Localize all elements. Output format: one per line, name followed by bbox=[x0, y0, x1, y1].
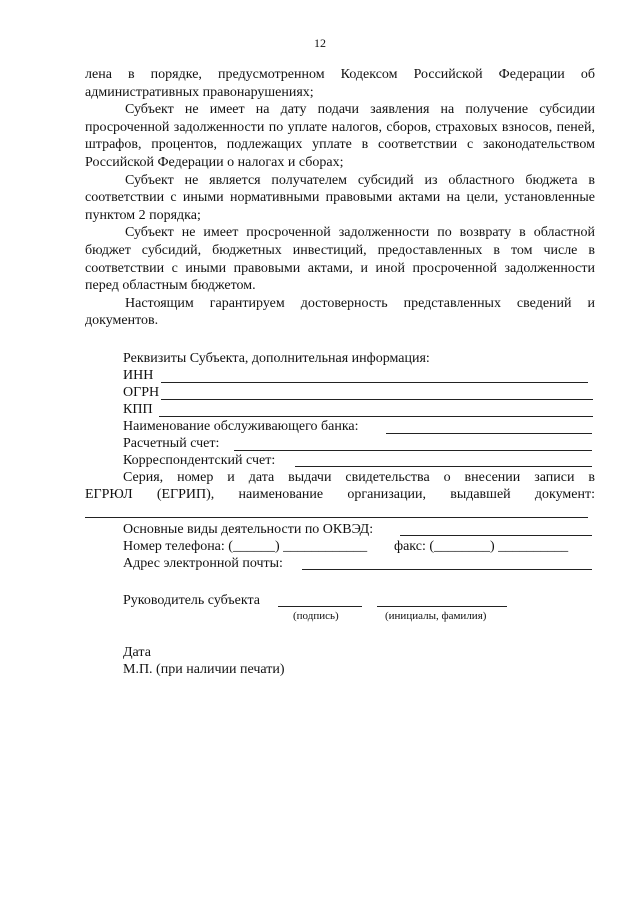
bank-label: Наименование обслуживающего банка: bbox=[123, 419, 359, 434]
paragraph-no-tax-debt: Субъект не имеет на дату подачи заявления на получение субсидии просроченной задолженности по уплате налогов, сборов, страховых взносов, пеней, штрафов, процентов, подлежащих уплате в соответствии с законодательством Российской Федерации о налогах и сборах; bbox=[85, 102, 595, 170]
name-caption: (инициалы, фамилия) bbox=[385, 610, 487, 622]
account-field[interactable] bbox=[234, 450, 592, 451]
bank-field[interactable] bbox=[386, 433, 592, 434]
paragraph-continuation: лена в порядке, предусмотренном Кодексом Российской Федерации об административных правонарушениях; bbox=[85, 67, 595, 100]
account-label: Расчетный счет: bbox=[123, 436, 220, 451]
egrul-label-line2: ЕГРЮЛ (ЕГРИП), наименование организации, выдавшей документ: bbox=[85, 487, 595, 502]
signature-field[interactable] bbox=[278, 606, 362, 607]
date-label: Дата bbox=[123, 645, 151, 660]
corr-account-label: Корреспондентский счет: bbox=[123, 453, 276, 468]
requisites-heading: Реквизиты Субъекта, дополнительная информация: bbox=[123, 351, 430, 366]
head-of-subject-label: Руководитель субъекта bbox=[123, 593, 260, 608]
page-number: 12 bbox=[314, 36, 326, 50]
ogrn-label: ОГРН bbox=[123, 385, 160, 400]
okved-field[interactable] bbox=[400, 535, 592, 536]
fax-label[interactable]: факс: (________) __________ bbox=[394, 539, 569, 554]
phone-label[interactable]: Номер телефона: (______) ____________ bbox=[123, 539, 368, 554]
egrul-field[interactable] bbox=[85, 517, 588, 518]
paragraph-not-subsidy-recipient: Субъект не является получателем субсидий из областного бюджета в соответствии с иными нормативными правовыми актами на цели, установленные пунктом 2 порядка; bbox=[85, 172, 595, 223]
paragraph-no-budget-debt: Субъект не имеет просроченной задолженности по возврату в областной бюджет субсидий, бюджетных инвестиций, предоставленных в том числе в соответствии с иными правовыми актами, и иной просроченной задолженности перед областным бюджетом. bbox=[85, 225, 595, 294]
egrul-label-line1: Серия, номер и дата выдачи свидетельства о внесении записи в bbox=[123, 470, 595, 485]
email-field[interactable] bbox=[302, 569, 592, 570]
name-field[interactable] bbox=[377, 606, 507, 607]
inn-field[interactable] bbox=[161, 382, 588, 383]
paragraph-guarantee: Настоящим гарантируем достоверность представленных сведений и документов. bbox=[85, 295, 595, 329]
corr-account-field[interactable] bbox=[295, 466, 592, 467]
kpp-label: КПП bbox=[123, 402, 153, 417]
inn-label: ИНН bbox=[123, 368, 154, 383]
signature-caption: (подпись) bbox=[293, 610, 339, 622]
email-label: Адрес электронной почты: bbox=[123, 556, 283, 571]
body-text bbox=[85, 66, 595, 330]
ogrn-field[interactable] bbox=[161, 399, 593, 400]
kpp-field[interactable] bbox=[159, 416, 593, 417]
stamp-label: М.П. (при наличии печати) bbox=[123, 662, 285, 677]
okved-label: Основные виды деятельности по ОКВЭД: bbox=[123, 522, 374, 537]
